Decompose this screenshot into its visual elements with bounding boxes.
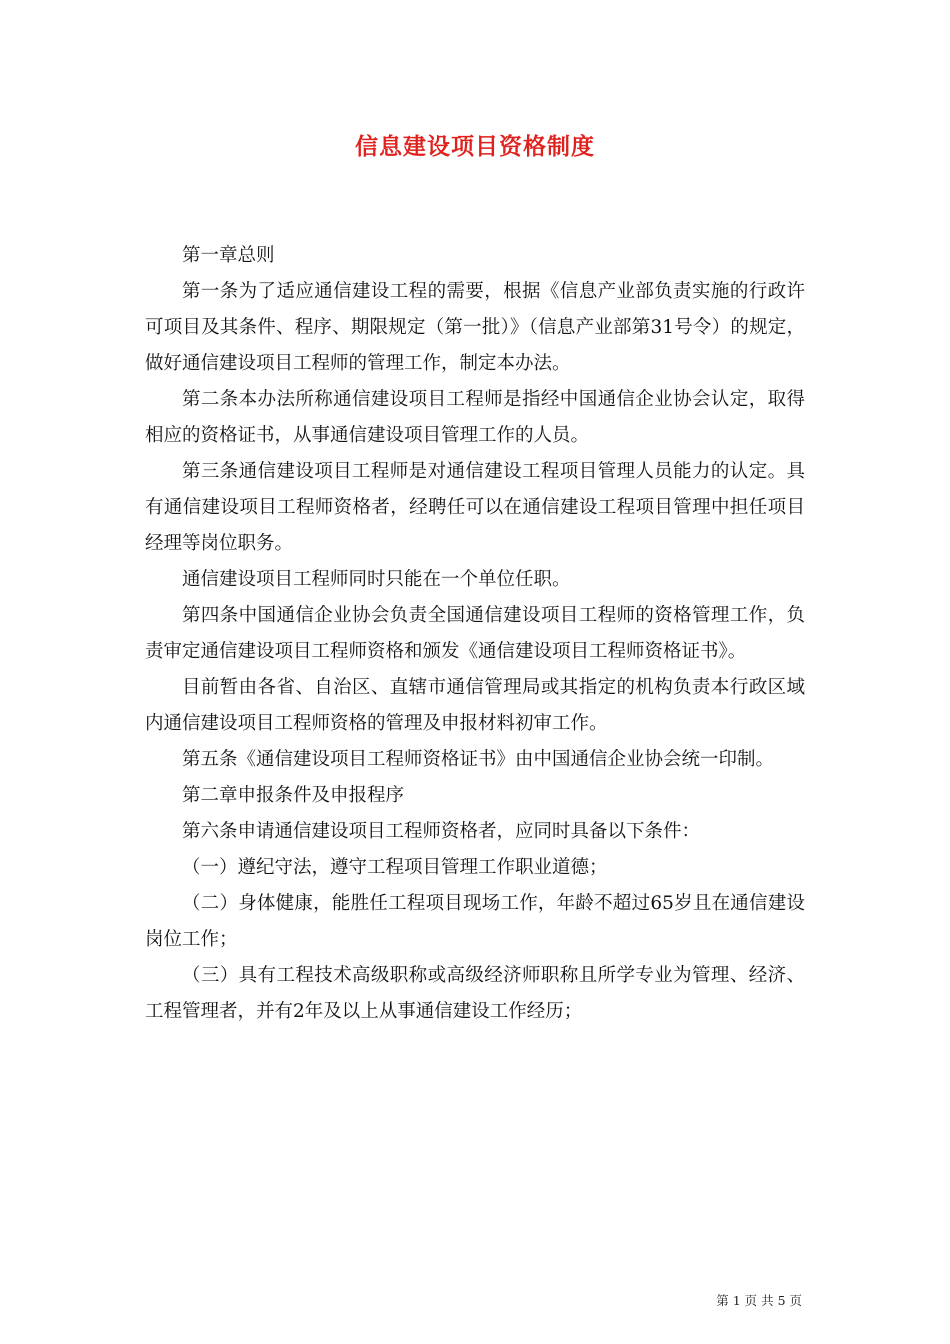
chapter-heading: 第二章申报条件及申报程序 — [182, 785, 405, 806]
article-paragraph: 第一条为了适应通信建设工程的需要，根据《信息产业部负责实施的行政许可项目及其条件、程序、期限规定（第一批）》（信息产业部第31号令）的规定，做好通信建设项目工程师的管理工作，制定本办法。 — [145, 281, 805, 374]
article-paragraph: 第三条通信建设项目工程师是对通信建设工程项目管理人员能力的认定。具有通信建设项目工程师资格者，经聘任可以在通信建设工程项目管理中担任项目经理等岗位职务。 — [145, 461, 805, 554]
list-item: （一）遵纪守法，遵守工程项目管理工作职业道德； — [182, 857, 608, 878]
list-item: （三）具有工程技术高级职称或高级经济师职称且所学专业为管理、经济、工程管理者，并有2年及以上从事通信建设工作经历； — [145, 965, 805, 1022]
article-paragraph: 第五条《通信建设项目工程师资格证书》由中国通信企业协会统一印制。 — [182, 749, 775, 770]
article-paragraph: 第六条申请通信建设项目工程师资格者，应同时具备以下条件： — [182, 821, 701, 842]
article-paragraph: 目前暂由各省、自治区、直辖市通信管理局或其指定的机构负责本行政区域内通信建设项目工程师资格的管理及申报材料初审工作。 — [145, 677, 805, 734]
document-title: 信息建设项目资格制度 — [355, 134, 595, 160]
article-paragraph: 通信建设项目工程师同时只能在一个单位任职。 — [182, 569, 571, 590]
chapter-heading: 第一章总则 — [182, 245, 275, 266]
page-number: 第 1 页 共 5 页 — [716, 1293, 802, 1308]
article-paragraph: 第二条本办法所称通信建设项目工程师是指经中国通信企业协会认定，取得相应的资格证书，从事通信建设项目管理工作的人员。 — [145, 389, 805, 446]
article-paragraph: 第四条中国通信企业协会负责全国通信建设项目工程师的资格管理工作，负责审定通信建设项目工程师资格和颁发《通信建设项目工程师资格证书》。 — [145, 605, 805, 662]
document-body — [145, 238, 805, 1030]
list-item: （二）身体健康，能胜任工程项目现场工作，年龄不超过65岁且在通信建设岗位工作； — [145, 893, 805, 950]
